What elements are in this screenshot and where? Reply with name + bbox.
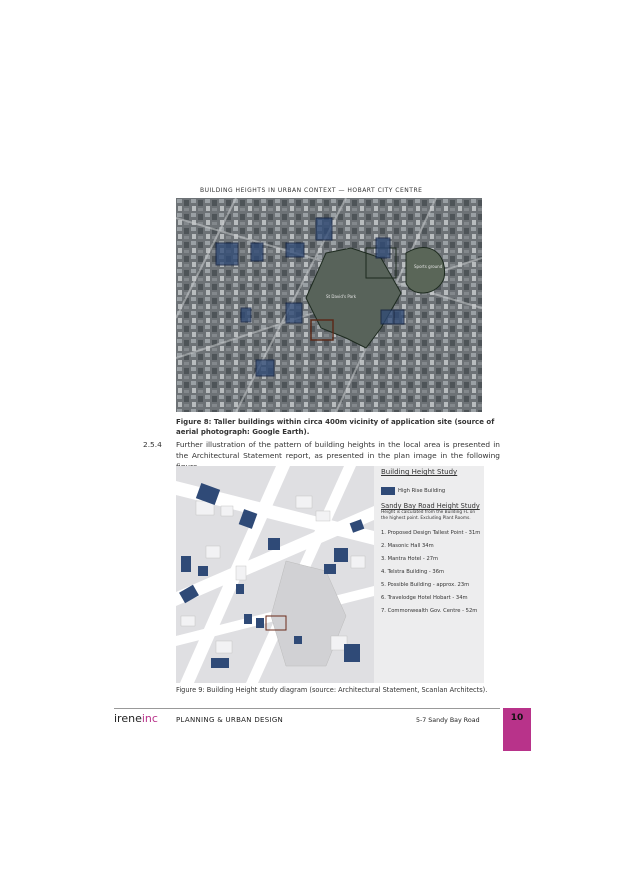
legend-item: 4. Telstra Building - 36m [381,569,445,575]
section-number: 2.5.4 [143,440,162,449]
footer-address: 5-7 Sandy Bay Road [416,717,480,724]
figure9-caption: Figure 9: Building Height study diagram (source: Architectural Statement, Scanlan Architects). [176,686,488,694]
legend-subtitle: Sandy Bay Road Height Study [381,502,480,510]
footer-rule [114,708,500,709]
legend-title: Building Height Study [381,468,458,476]
park-label: St David's Park [326,294,357,299]
footer-brand [114,712,158,725]
legend-item: 2. Masonic Hall 34m [381,543,434,549]
brand-main: irene [114,712,142,725]
legend-swatch [381,487,395,495]
legend-item: 7. Commonwealth Gov. Centre - 52m [381,608,478,614]
legend-item: 5. Possible Building - approx. 23m [381,582,470,588]
legend-item: 3. Mantra Hotel - 27m [381,556,439,562]
section-text: Further illustration of the pattern of building heights in the local area is presented in the Architectural Statement report, as presented in the plan image in the following [176,440,500,460]
figure8-aerial-photo [176,198,482,412]
figure9-plan-map [176,466,374,683]
legend-key-label: High Rise Building [398,488,446,494]
figure8-handwritten-title: BUILDING HEIGHTS IN URBAN CONTEXT — HOBART CITY CENTRE [200,187,423,194]
sports-label: Sports ground [414,264,443,269]
legend-item: 6. Travelodge Hotel Hobart - 34m [381,595,468,601]
footer-subtitle: PLANNING & URBAN DESIGN [176,716,284,724]
page-number: 10 [503,708,531,751]
figure8-caption: Figure 8: Taller buildings within circa 400m vicinity of application site (source of aerial photograph: Google Earth). [176,418,495,436]
brand-accent: inc [141,712,158,725]
legend-note: Height is calculated from the Building FL on the highest point. Excluding Plant Rooms. [381,510,476,521]
legend-item: 1. Proposed Design Tallest Point - 31m [381,530,481,536]
